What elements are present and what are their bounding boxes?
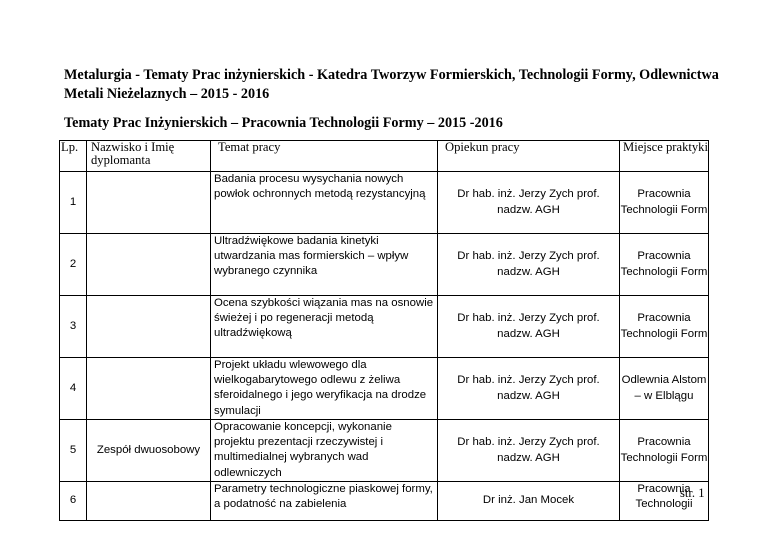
cell-name: Zespół dwuosobowy [87, 420, 211, 482]
cell-lp: 1 [60, 172, 87, 234]
cell-lp: 2 [60, 234, 87, 296]
cell-topic: Ultradźwiękowe badania kinetyki utwardzania mas formierskich – wpływ wybranego czynnika [211, 234, 438, 296]
cell-supervisor: Dr hab. inż. Jerzy Zych prof. nadzw. AGH [438, 296, 620, 358]
cell-lp: 5 [60, 420, 87, 482]
table-row [60, 358, 709, 420]
cell-place: Pracownia Technologii Form [620, 296, 709, 358]
cell-place: Odlewnia Alstom – w Elblągu [620, 358, 709, 420]
header-topic: Temat pracy [211, 141, 438, 172]
table-row [60, 172, 709, 234]
header-lp: Lp. [60, 141, 87, 172]
cell-lp: 4 [60, 358, 87, 420]
page-number: str. 1 [680, 486, 705, 500]
cell-supervisor: Dr hab. inż. Jerzy Zych prof. nadzw. AGH [438, 234, 620, 296]
cell-name [87, 234, 211, 296]
cell-place: Pracownia Technologii Form [620, 172, 709, 234]
cell-place: Pracownia Technologii Form [620, 420, 709, 482]
cell-supervisor: Dr hab. inż. Jerzy Zych prof. nadzw. AGH [438, 172, 620, 234]
cell-supervisor: Dr inż. Jan Mocek [438, 482, 620, 521]
cell-topic: Badania procesu wysychania nowych powłok ochronnych metodą rezystancyjną [211, 172, 438, 234]
cell-topic: Ocena szybkości wiązania mas na osnowie świeżej i po regeneracji metodą ultradźwiękową [211, 296, 438, 358]
cell-supervisor: Dr hab. inż. Jerzy Zych prof. nadzw. AGH [438, 358, 620, 420]
topics-table [59, 140, 709, 521]
cell-lp: 6 [60, 482, 87, 521]
table-row [60, 296, 709, 358]
cell-name [87, 296, 211, 358]
cell-topic: Projekt układu wlewowego dla wielkogabarytowego odlewu z żeliwa sferoidalnego i jego weryfikacja na drodze symulacji [211, 358, 438, 420]
cell-name [87, 172, 211, 234]
header-supervisor: Opiekun pracy [438, 141, 620, 172]
cell-lp: 3 [60, 296, 87, 358]
cell-name [87, 358, 211, 420]
table-row [60, 234, 709, 296]
cell-topic: Parametry technologiczne piaskowej formy, a podatność na zabielenia [211, 482, 438, 521]
table-row [60, 482, 709, 521]
table-header-row [60, 141, 709, 172]
header-place: Miejsce praktyki [620, 141, 709, 172]
cell-name [87, 482, 211, 521]
cell-place: Pracownia Technologii [620, 482, 709, 521]
cell-place: Pracownia Technologii Form [620, 234, 709, 296]
table-row [60, 420, 709, 482]
header-name: Nazwisko i Imię dyplomanta [87, 141, 211, 172]
document-title: Metalurgia - Tematy Prac inżynierskich - Katedra Tworzyw Formierskich, Technologii Formy, Odlewnictwa Metali Nieżelaznych – 2015 - 2016 [64, 67, 719, 102]
cell-topic: Opracowanie koncepcji, wykonanie projektu prezentacji rzeczywistej i multimedialnej wybranych wad odlewniczych [211, 420, 438, 482]
cell-supervisor: Dr hab. inż. Jerzy Zych prof. nadzw. AGH [438, 420, 620, 482]
section-title: Tematy Prac Inżynierskich – Pracownia Technologii Formy – 2015 -2016 [64, 115, 503, 131]
